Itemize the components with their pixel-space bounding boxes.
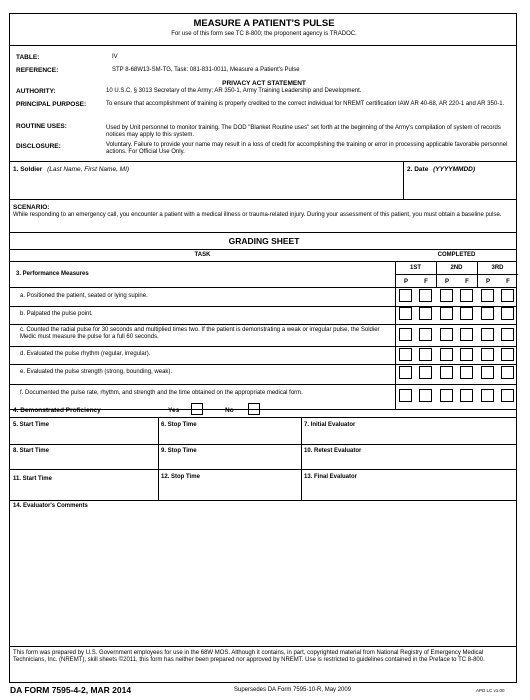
- form-frame: [9, 13, 517, 683]
- measure-f-2-f-checkbox[interactable]: [460, 389, 473, 402]
- pf-3f: F: [506, 279, 510, 285]
- measure-f-1-p-checkbox[interactable]: [399, 389, 412, 402]
- stop-time-2[interactable]: 9. Stop Time: [161, 448, 197, 454]
- date-field[interactable]: [407, 166, 475, 174]
- measure-c-3-p-checkbox[interactable]: [481, 328, 494, 341]
- measure-f-1-f-checkbox[interactable]: [419, 389, 432, 402]
- privacy-heading: PRIVACY ACT STATEMENT: [222, 80, 306, 87]
- routine-text: Used by Unit personnel to monitor training. The DOD "Blanket Routine uses" set forth at the beginning of the Army's compilation of system of records notices may apply to this system.: [106, 125, 501, 138]
- measure-e-2-f-checkbox[interactable]: [460, 366, 473, 379]
- attempt-3: 3RD: [491, 265, 504, 271]
- measure-d-3-p-checkbox[interactable]: [481, 348, 494, 361]
- measure-a-2-f-checkbox[interactable]: [460, 289, 473, 302]
- measure-d: d. Evaluated the pulse rhythm (regular, irregular).: [20, 351, 151, 357]
- measure-a-3-f-checkbox[interactable]: [501, 289, 514, 302]
- measure-c-2-p-checkbox[interactable]: [440, 328, 453, 341]
- reference-value: STP 8-68W13-SM-TG, Task: 081-831-0011, Measure a Patient's Pulse: [112, 67, 300, 73]
- disclosure-text: Voluntary. Failure to provide your name may result in a loss of credit for accomplishing the training or error in processing applicable favorable personnel actions. For Official Use Only.: [106, 142, 508, 155]
- start-time-1[interactable]: 5. Start Time: [13, 422, 49, 428]
- routine-label: ROUTINE USES:: [16, 123, 67, 130]
- authority-text: 10 U.S.C. § 3013 Secretary of the Army; AR 350-1, Army Training Leadership and Development.: [106, 88, 362, 94]
- soldier-hint: (Last Name, First Name, MI): [47, 166, 130, 173]
- table-value: IV: [112, 54, 118, 60]
- measure-d-1-f-checkbox[interactable]: [419, 348, 432, 361]
- measure-b-1-f-checkbox[interactable]: [419, 307, 432, 320]
- measure-a-1-f-checkbox[interactable]: [419, 289, 432, 302]
- measure-a: a. Positioned the patient, seated or lying supine.: [20, 293, 148, 299]
- disclosure-label: DISCLOSURE:: [16, 143, 61, 150]
- no-label: No: [225, 407, 234, 414]
- completed-header: COMPLETED: [437, 252, 476, 258]
- proficiency-label: 4. Demonstrated Proficiency: [13, 407, 101, 414]
- stop-time-3[interactable]: 12. Stop Time: [161, 474, 200, 480]
- measure-e-2-p-checkbox[interactable]: [440, 366, 453, 379]
- retest-evaluator[interactable]: 10. Retest Evaluator: [304, 448, 362, 454]
- measure-b-3-f-checkbox[interactable]: [501, 307, 514, 320]
- date-hint: (YYYYMMDD): [433, 166, 476, 173]
- yes-checkbox[interactable]: [191, 403, 203, 415]
- measures-label: 3. Performance Measures: [16, 271, 89, 277]
- initial-evaluator[interactable]: 7. Initial Evaluator: [304, 422, 356, 428]
- attempt-1: 1ST: [409, 265, 421, 271]
- final-evaluator[interactable]: 13. Final Evaluator: [304, 474, 358, 480]
- measure-f-3-p-checkbox[interactable]: [481, 389, 494, 402]
- supersedes-text: Supersedes DA Form 7595-10-R, May 2009: [234, 687, 352, 693]
- pf-3p: P: [485, 279, 490, 285]
- measure-e-3-p-checkbox[interactable]: [481, 366, 494, 379]
- version-text: APD LC v1.00: [476, 688, 505, 693]
- no-checkbox[interactable]: [248, 403, 260, 415]
- measure-d-2-p-checkbox[interactable]: [440, 348, 453, 361]
- purpose-text: To ensure that accomplishment of training is properly credited to the correct individual for NREMT certification IAW AR 40-68, AR 220-1 and AR 350-1.: [106, 101, 505, 107]
- measure-c-1-f-checkbox[interactable]: [419, 328, 432, 341]
- measure-b: b. Palpated the pulse point.: [20, 311, 93, 317]
- attempt-2: 2ND: [450, 265, 463, 271]
- date-label: 2. Date: [407, 166, 429, 173]
- measure-d-3-f-checkbox[interactable]: [501, 348, 514, 361]
- form-number: DA FORM 7595-4-2, MAR 2014: [10, 685, 132, 695]
- pf-2p: P: [444, 279, 449, 285]
- scenario-label: SCENARIO:: [13, 204, 50, 211]
- pf-2f: F: [465, 279, 469, 285]
- measure-c-1-p-checkbox[interactable]: [399, 328, 412, 341]
- comments-label: 14. Evaluator's Comments: [13, 503, 88, 509]
- start-time-2[interactable]: 8. Start Time: [13, 448, 49, 454]
- pf-1p: P: [403, 279, 408, 285]
- soldier-label: 1. Soldier: [13, 166, 43, 173]
- measure-a-2-p-checkbox[interactable]: [440, 289, 453, 302]
- measure-f: f. Documented the pulse rate, rhythm, and strength and the time obtained on the appropriate medical form.: [20, 390, 303, 396]
- measure-a-1-p-checkbox[interactable]: [399, 289, 412, 302]
- measure-b-1-p-checkbox[interactable]: [399, 307, 412, 320]
- reference-label: REFERENCE:: [16, 67, 59, 74]
- soldier-field[interactable]: [13, 166, 129, 174]
- measure-b-2-f-checkbox[interactable]: [460, 307, 473, 320]
- measure-d-1-p-checkbox[interactable]: [399, 348, 412, 361]
- measure-b-2-p-checkbox[interactable]: [440, 307, 453, 320]
- measure-f-2-p-checkbox[interactable]: [440, 389, 453, 402]
- stop-time-1[interactable]: 6. Stop Time: [161, 422, 197, 428]
- task-header: TASK: [194, 252, 211, 258]
- footer-notice: This form was prepared by U.S. Government employees for use in the 68W MOS. Although it contains, in part, copyrighted material from National Registry of Emergency Medical Technicians, Inc. (NREMT), skill sheets ©2011, this form has neither been prepared nor approved by NREMT. Use is restricted to guidelines contained in the Preface to TC 8-800.: [13, 650, 485, 663]
- measure-c: c. Counted the radial pulse for 30 seconds and multiplied times two. If the patient is demonstrating a weak or irregular pulse, the Soldier Medic must measure the pulse for a full 60 seconds.: [20, 327, 380, 340]
- comments-field[interactable]: [13, 513, 513, 643]
- authority-label: AUTHORITY:: [16, 88, 56, 95]
- pf-1f: F: [424, 279, 428, 285]
- measure-e-1-p-checkbox[interactable]: [399, 366, 412, 379]
- measure-f-3-f-checkbox[interactable]: [501, 389, 514, 402]
- grading-title: GRADING SHEET: [228, 236, 300, 246]
- measure-e-3-f-checkbox[interactable]: [501, 366, 514, 379]
- start-time-3[interactable]: 11. Start Time: [13, 476, 52, 482]
- measure-a-3-p-checkbox[interactable]: [481, 289, 494, 302]
- table-label: TABLE:: [16, 54, 40, 61]
- measure-b-3-p-checkbox[interactable]: [481, 307, 494, 320]
- measure-d-2-f-checkbox[interactable]: [460, 348, 473, 361]
- measure-c-3-f-checkbox[interactable]: [501, 328, 514, 341]
- scenario-text: While responding to an emergency call, you encounter a patient with a medical illness or trauma-related injury. During your assessment of this patient, you must obtain a baseline pulse.: [13, 212, 502, 218]
- measure-e: e. Evaluated the pulse strength (strong, bounding, weak).: [20, 369, 173, 375]
- measure-c-2-f-checkbox[interactable]: [460, 328, 473, 341]
- measure-e-1-f-checkbox[interactable]: [419, 366, 432, 379]
- purpose-label: PRINCIPAL PURPOSE:: [16, 101, 87, 108]
- form-subtitle: For use of this form see TC 8-800; the proponent agency is TRADOC.: [171, 31, 357, 37]
- form-title: MEASURE A PATIENT'S PULSE: [193, 18, 335, 29]
- yes-label: Yes: [168, 407, 180, 414]
